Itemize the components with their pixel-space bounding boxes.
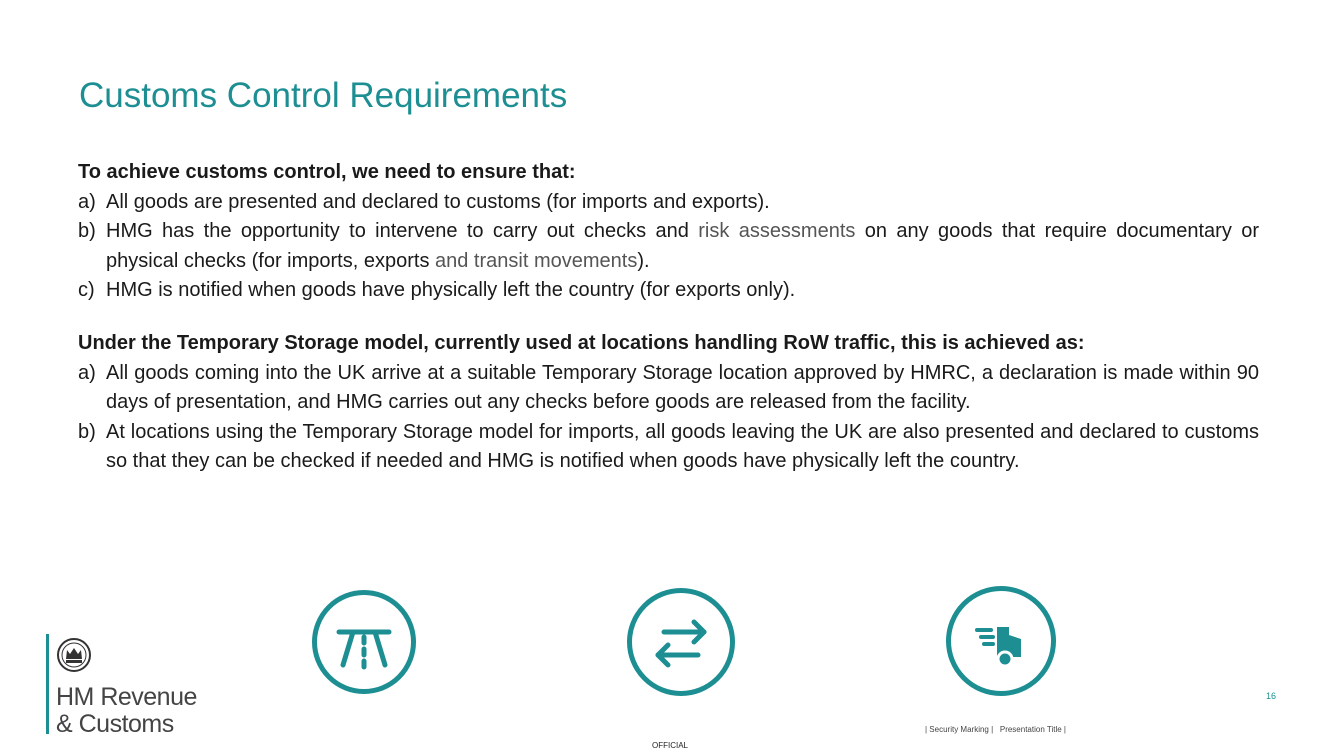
list-text: All goods coming into the UK arrive at a suitable Temporary Storage location approved by HMRC, a declaration is made within 90 days of presentation, and HMG carries out any checks before goods are released from the facility. xyxy=(106,361,1259,413)
classification-label: OFFICIAL xyxy=(652,741,689,750)
logo-bar xyxy=(46,634,49,734)
page-number: 16 xyxy=(1266,691,1277,701)
section-heading: To achieve customs control, we need to ensure that: xyxy=(78,161,576,183)
hmrc-logo xyxy=(46,634,216,738)
list-item xyxy=(78,188,1259,218)
presentation-title: Presentation Title | xyxy=(999,725,1066,734)
list-item xyxy=(78,276,1259,306)
list-item xyxy=(78,359,1259,418)
temporary-storage-section xyxy=(78,329,1259,477)
list-item xyxy=(78,217,1259,276)
footer-security-marking xyxy=(925,725,1066,734)
crown-crest-icon xyxy=(56,637,92,673)
list-marker: a) xyxy=(78,190,96,213)
list-marker: b) xyxy=(78,220,96,242)
road-icon xyxy=(312,590,416,694)
list-marker: c) xyxy=(78,279,95,301)
list-text: At locations using the Temporary Storage model for imports, all goods leaving the UK are also presented and declared to customs so that they can be checked if needed and HMG is notified when goods have physically left the country. xyxy=(106,420,1259,472)
section-heading: Under the Temporary Storage model, currently used at locations handling RoW traffic, this is achieved as: xyxy=(78,332,1085,354)
logo-text xyxy=(56,684,197,738)
list-marker: a) xyxy=(78,361,96,384)
delivery-truck-icon xyxy=(946,586,1056,696)
logo-line-1: HM Revenue xyxy=(56,683,197,711)
list-text: All goods are presented and declared to customs (for imports and exports). xyxy=(106,190,770,213)
page-title: Customs Control Requirements xyxy=(79,76,568,115)
list-item xyxy=(78,418,1259,477)
logo-line-2: & Customs xyxy=(56,710,174,738)
exchange-arrows-icon xyxy=(627,588,735,696)
list-marker: b) xyxy=(78,420,96,443)
security-marking: | Security Marking | xyxy=(925,725,994,734)
list-text: HMG is notified when goods have physically left the country (for exports only). xyxy=(106,279,796,301)
highlight-text: risk assessments xyxy=(698,220,856,242)
list-text: HMG has the opportunity to intervene to carry out checks and risk assessments on any goods that require documentary or physical checks (for imports, exports and transit movements). xyxy=(106,220,1259,272)
requirements-section xyxy=(78,158,1259,306)
highlight-text: and transit movements xyxy=(435,249,638,272)
